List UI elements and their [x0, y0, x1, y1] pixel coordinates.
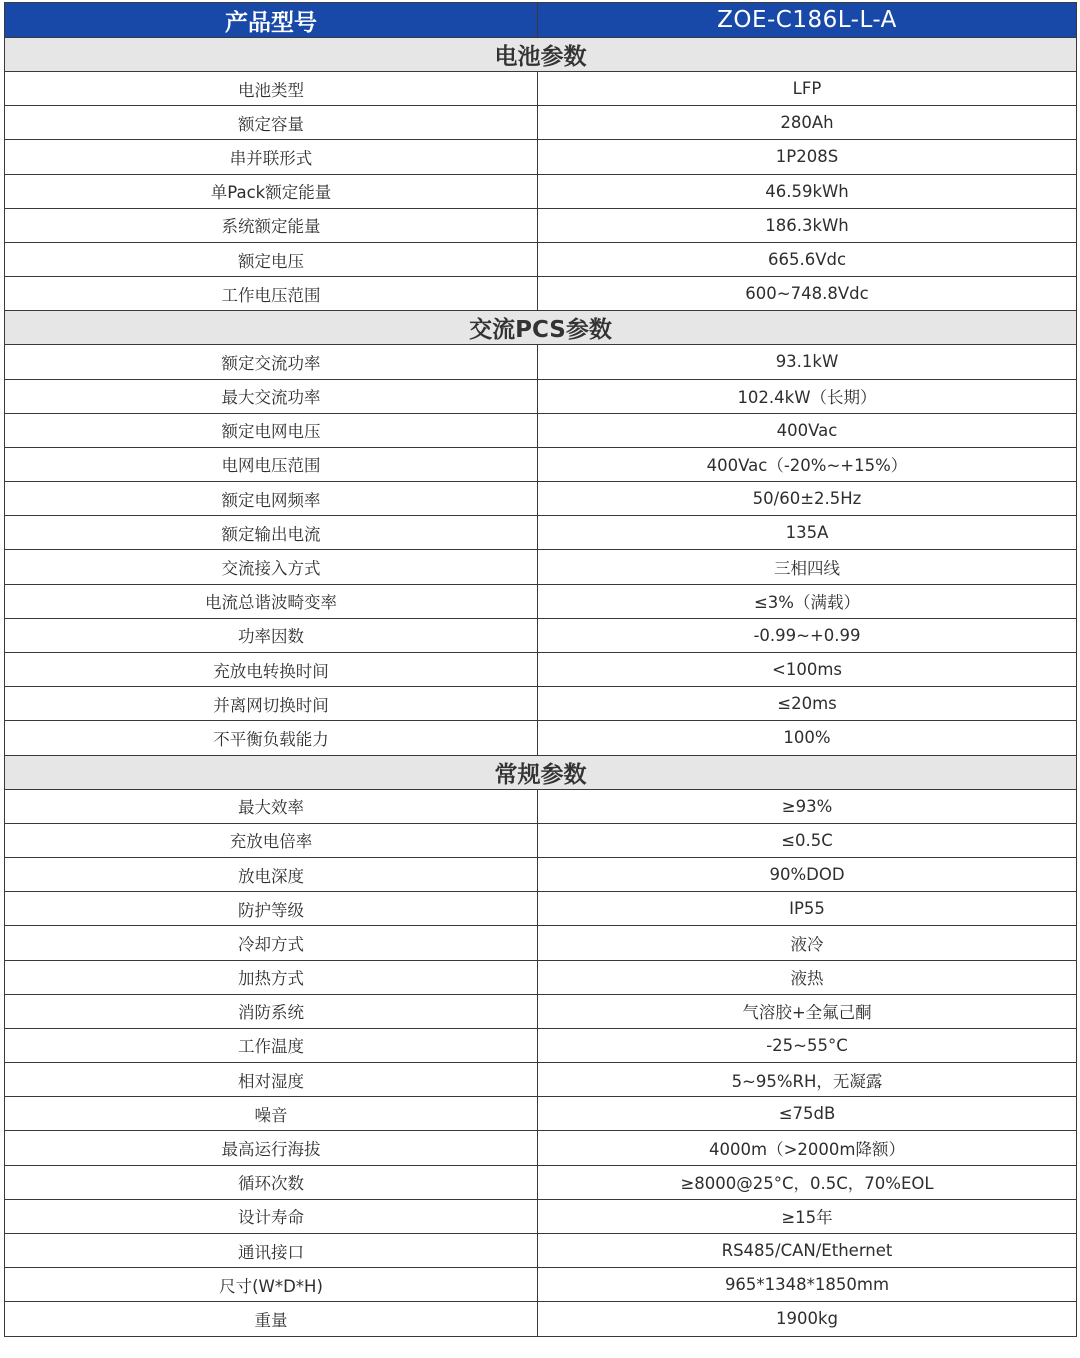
param-value: 1900kg: [538, 1302, 1077, 1336]
param-label: 防护等级: [5, 892, 538, 926]
model-value: ZOE-C186L-L-A: [538, 3, 1077, 38]
section-header: [5, 755, 1077, 789]
table-row: [5, 960, 1077, 994]
table-row: [5, 550, 1077, 584]
table-row: [5, 277, 1077, 311]
table-row: [5, 516, 1077, 550]
param-label: 功率因数: [5, 618, 538, 652]
table-row: [5, 789, 1077, 823]
param-value: 93.1kW: [538, 345, 1077, 379]
table-row: [5, 1165, 1077, 1199]
param-value: 液冷: [538, 926, 1077, 960]
table-row: [5, 482, 1077, 516]
table-row: [5, 1028, 1077, 1062]
table-row: [5, 857, 1077, 891]
param-label: 电流总谐波畸变率: [5, 584, 538, 618]
param-label: 额定电压: [5, 242, 538, 276]
param-label: 循环次数: [5, 1165, 538, 1199]
param-value: ≤3%（满载）: [538, 584, 1077, 618]
table-row: [5, 174, 1077, 208]
param-label: 最大效率: [5, 789, 538, 823]
param-value: 气溶胶+全氟己酮: [538, 994, 1077, 1028]
param-label: 最高运行海拔: [5, 1131, 538, 1165]
param-value: 5~95%RH，无凝露: [538, 1063, 1077, 1097]
param-label: 设计寿命: [5, 1199, 538, 1233]
param-value: -25~55°C: [538, 1028, 1077, 1062]
param-label: 重量: [5, 1302, 538, 1336]
param-label: 并离网切换时间: [5, 687, 538, 721]
table-row: [5, 447, 1077, 481]
param-label: 充放电转换时间: [5, 653, 538, 687]
param-label: 冷却方式: [5, 926, 538, 960]
section-header: [5, 38, 1077, 72]
param-value: 50/60±2.5Hz: [538, 482, 1077, 516]
param-value: 90%DOD: [538, 857, 1077, 891]
table-row: [5, 1268, 1077, 1302]
param-label: 单Pack额定能量: [5, 174, 538, 208]
param-value: 46.59kWh: [538, 174, 1077, 208]
param-label: 工作电压范围: [5, 277, 538, 311]
section-title: 常规参数: [5, 755, 1077, 789]
table-row: [5, 208, 1077, 242]
param-label: 放电深度: [5, 857, 538, 891]
param-value: 400Vac: [538, 413, 1077, 447]
param-label: 交流接入方式: [5, 550, 538, 584]
param-value: 4000m（>2000m降额）: [538, 1131, 1077, 1165]
param-value: ≤0.5C: [538, 823, 1077, 857]
model-header-row: [5, 3, 1077, 38]
table-row: [5, 413, 1077, 447]
table-row: [5, 823, 1077, 857]
param-label: 电网电压范围: [5, 447, 538, 481]
table-row: [5, 653, 1077, 687]
param-value: LFP: [538, 72, 1077, 106]
spec-table: [4, 2, 1077, 1337]
table-row: [5, 242, 1077, 276]
param-label: 通讯接口: [5, 1234, 538, 1268]
param-label: 电池类型: [5, 72, 538, 106]
param-label: 串并联形式: [5, 140, 538, 174]
param-value: ≥8000@25°C，0.5C，70%EOL: [538, 1165, 1077, 1199]
param-value: ≥93%: [538, 789, 1077, 823]
param-value: 600~748.8Vdc: [538, 277, 1077, 311]
param-value: 186.3kWh: [538, 208, 1077, 242]
spec-table-body: [5, 3, 1077, 1337]
param-label: 加热方式: [5, 960, 538, 994]
param-label: 工作温度: [5, 1028, 538, 1062]
param-value: -0.99~+0.99: [538, 618, 1077, 652]
table-row: [5, 1131, 1077, 1165]
table-row: [5, 1234, 1077, 1268]
table-row: [5, 1097, 1077, 1131]
table-row: [5, 106, 1077, 140]
model-label: 产品型号: [5, 3, 538, 38]
param-label: 消防系统: [5, 994, 538, 1028]
param-value: 280Ah: [538, 106, 1077, 140]
param-label: 额定电网电压: [5, 413, 538, 447]
table-row: [5, 584, 1077, 618]
table-row: [5, 140, 1077, 174]
section-title: 电池参数: [5, 38, 1077, 72]
param-value: ≤75dB: [538, 1097, 1077, 1131]
table-row: [5, 721, 1077, 755]
table-row: [5, 926, 1077, 960]
table-row: [5, 892, 1077, 926]
section-header: [5, 311, 1077, 345]
table-row: [5, 379, 1077, 413]
param-label: 额定交流功率: [5, 345, 538, 379]
param-label: 最大交流功率: [5, 379, 538, 413]
param-label: 不平衡负载能力: [5, 721, 538, 755]
param-label: 额定容量: [5, 106, 538, 140]
param-value: <100ms: [538, 653, 1077, 687]
param-label: 额定输出电流: [5, 516, 538, 550]
table-row: [5, 618, 1077, 652]
param-value: 135A: [538, 516, 1077, 550]
table-row: [5, 1199, 1077, 1233]
param-value: RS485/CAN/Ethernet: [538, 1234, 1077, 1268]
param-label: 充放电倍率: [5, 823, 538, 857]
table-row: [5, 687, 1077, 721]
param-value: 665.6Vdc: [538, 242, 1077, 276]
param-value: ≤20ms: [538, 687, 1077, 721]
param-value: ≥15年: [538, 1199, 1077, 1233]
table-row: [5, 345, 1077, 379]
param-value: 液热: [538, 960, 1077, 994]
param-value: 965*1348*1850mm: [538, 1268, 1077, 1302]
table-row: [5, 72, 1077, 106]
param-value: 102.4kW（长期）: [538, 379, 1077, 413]
param-label: 系统额定能量: [5, 208, 538, 242]
table-row: [5, 1063, 1077, 1097]
param-value: IP55: [538, 892, 1077, 926]
table-row: [5, 1302, 1077, 1336]
param-label: 额定电网频率: [5, 482, 538, 516]
param-label: 噪音: [5, 1097, 538, 1131]
param-value: 三相四线: [538, 550, 1077, 584]
table-row: [5, 994, 1077, 1028]
param-label: 尺寸(W*D*H): [5, 1268, 538, 1302]
param-value: 100%: [538, 721, 1077, 755]
param-value: 400Vac（-20%~+15%）: [538, 447, 1077, 481]
param-label: 相对湿度: [5, 1063, 538, 1097]
section-title: 交流PCS参数: [5, 311, 1077, 345]
param-value: 1P208S: [538, 140, 1077, 174]
